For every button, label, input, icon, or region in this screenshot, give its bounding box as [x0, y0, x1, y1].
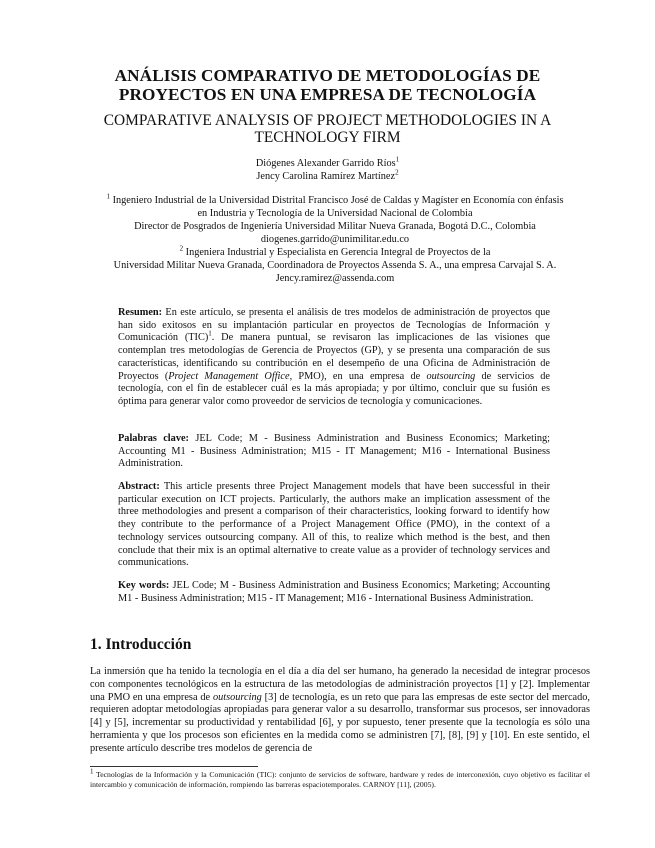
- affil-1-sup: 1: [106, 192, 110, 201]
- author-1-name: Diógenes Alexander Garrido Ríos: [255, 158, 396, 169]
- resumen-paragraph: [118, 307, 550, 409]
- section-heading-introduccion: 1. Introducción: [90, 636, 192, 653]
- title-english: [60, 112, 595, 146]
- key-words-paragraph: [118, 580, 550, 605]
- palabras-text: JEL Code; M - Business Administration and Business Economics; Marketing; Accounting M1 - Business Administration; M15 - IT Management; M16 - International Business Administration.: [118, 433, 550, 470]
- palabras-label: Palabras clave:: [118, 433, 189, 444]
- title-es-line-1: ANÁLISIS COMPARATIVO DE METODOLOGÍAS DE: [114, 66, 541, 85]
- affil-1-line-2: en Industria y Tecnología de la Universidad Nacional de Colombia: [197, 208, 473, 219]
- affil-2-email: Jency.ramirez@assenda.com: [275, 273, 395, 284]
- author-1: [0, 157, 655, 170]
- author-2-name: Jency Carolina Ramírez Martínez: [256, 171, 396, 182]
- intro-text-1: La inmersión que ha tenido la tecnología en el día a día del ser humano, ha generado la necesidad de integrar procesos con componentes tecnológicos en la estructura de las metodologías de administración proyectos [1] y [2]. Implementar una PMO en una empresa de: [90, 666, 590, 703]
- abstract-paragraph: [118, 481, 550, 570]
- affil-1-line-1: [100, 194, 570, 207]
- resumen-text-4: de servicios de tecnología, con el fin de establecer cuál es la más apropiada; y por último, concluir que su fusión es óptima para generar valor como proveedor de servicios de tecnología y comunicaciones.: [118, 370, 550, 407]
- affil-1-email: diogenes.garrido@unimilitar.edu.co: [260, 234, 410, 245]
- resumen-text-1: En este artículo, se presenta el análisis de tres modelos de administración de proyectos que han sido exitosos en su implantación particular en proyectos de Tecnologías de Información y Comunicación (TIC): [118, 307, 551, 344]
- resumen-italic-2: outsourcing: [426, 370, 476, 382]
- affil-2-sup: 2: [179, 244, 184, 253]
- keywords-label: Key words:: [118, 580, 170, 591]
- resumen-sup: 1: [208, 329, 212, 338]
- affiliations: [100, 194, 570, 285]
- affil-1-line-3: Director de Posgrados de Ingeniería Universidad Militar Nueva Granada, Bogotá D.C., Colombia: [134, 221, 536, 232]
- author-2: [0, 170, 655, 183]
- footnote-sup: 1: [90, 767, 94, 776]
- abstract-text: This article presents three Project Management models that have been successful in their particular execution on ICT projects. Particularly, the authors make an implication assessment of the three methodologies and present a comparison of their characteristics, looking forward to identify how they contribute to the performance of a Project Management Office (PMO), in the context of a technology services outsourcing company. All of this, to realize which method is the best, and then conclude that their mix is an optimal alternative to create value as a provider of technology services and communications.: [118, 481, 551, 569]
- footnote: [90, 767, 590, 790]
- abstract-label: Abstract:: [118, 481, 160, 492]
- intro-italic: outsourcing: [212, 691, 262, 703]
- author-1-sup: 1: [395, 155, 400, 164]
- resumen-italic-1: Project Management Office: [168, 370, 290, 382]
- title-en-line-2: TECHNOLOGY FIRM: [254, 129, 401, 146]
- footnote-rule: [90, 766, 258, 767]
- footnote-text: Tecnologías de la Información y la Comunicación (TIC): conjunto de servicios de software, hardware y redes de interconexión, cuyo objetivo es facilitar el intercambio y comunicación de información, rompiendo las barreras espaciotemporales. CARNOY [11], (2005).: [90, 770, 590, 789]
- keywords-text: JEL Code; M - Business Administration and Business Economics; Marketing; Accounting M1 - Business Administration; M15 - IT Management; M16 - International Business Administration.: [118, 580, 550, 604]
- title-es-line-2: PROYECTOS EN UNA EMPRESA DE TECNOLOGÍA: [118, 85, 537, 104]
- introduccion-paragraph: [90, 666, 590, 756]
- resumen-text-3: , PMO), en una empresa de: [289, 370, 427, 382]
- intro-text-2: [3] de tecnología, es un reto que para las empresas de este sector del mercado, requieren adoptar metodologías apropiadas para generar valor a su desarrollo, transformar sus procesos, ser innovadoras [4] y [5], incrementar su productividad y rentabilidad [6], y por supuesto, tener presente que la tecnología es sólo una herramienta y que los procesos son eficientes en la medida como se administren [7], [8], [9] y [10]. En este sentido, el presente artículo describe tres modelos de gerencia de: [90, 691, 590, 754]
- affil-2-text-1: Ingeniera Industrial y Especialista en Gerencia Integral de Proyectos de la: [185, 247, 491, 258]
- title-spanish: [60, 66, 595, 104]
- palabras-clave-paragraph: [118, 433, 550, 471]
- affil-2-line-2: Universidad Militar Nueva Granada, Coordinadora de Proyectos Assenda S. A., una empresa Carvajal S. A.: [113, 260, 557, 271]
- affil-1-text-1: Ingeniero Industrial de la Universidad Distrital Francisco José de Caldas y Magíster en Economía con énfasis: [112, 195, 564, 206]
- resumen-label: Resumen:: [118, 307, 163, 318]
- author-list: [0, 157, 655, 183]
- author-2-sup: 2: [395, 168, 399, 177]
- resumen-text-2: . De manera puntual, se revisaron las implicaciones de las visiones que contemplan tres metodologías de Gerencia de Proyectos (GP), y se presenta una comparación de sus características, identificando su contribución en el desempeño de una Oficina de Administración de Proyectos (: [118, 332, 550, 382]
- affil-2-line-1: [100, 246, 570, 259]
- title-en-line-1: COMPARATIVE ANALYSIS OF PROJECT METHODOLOGIES IN A: [103, 112, 552, 129]
